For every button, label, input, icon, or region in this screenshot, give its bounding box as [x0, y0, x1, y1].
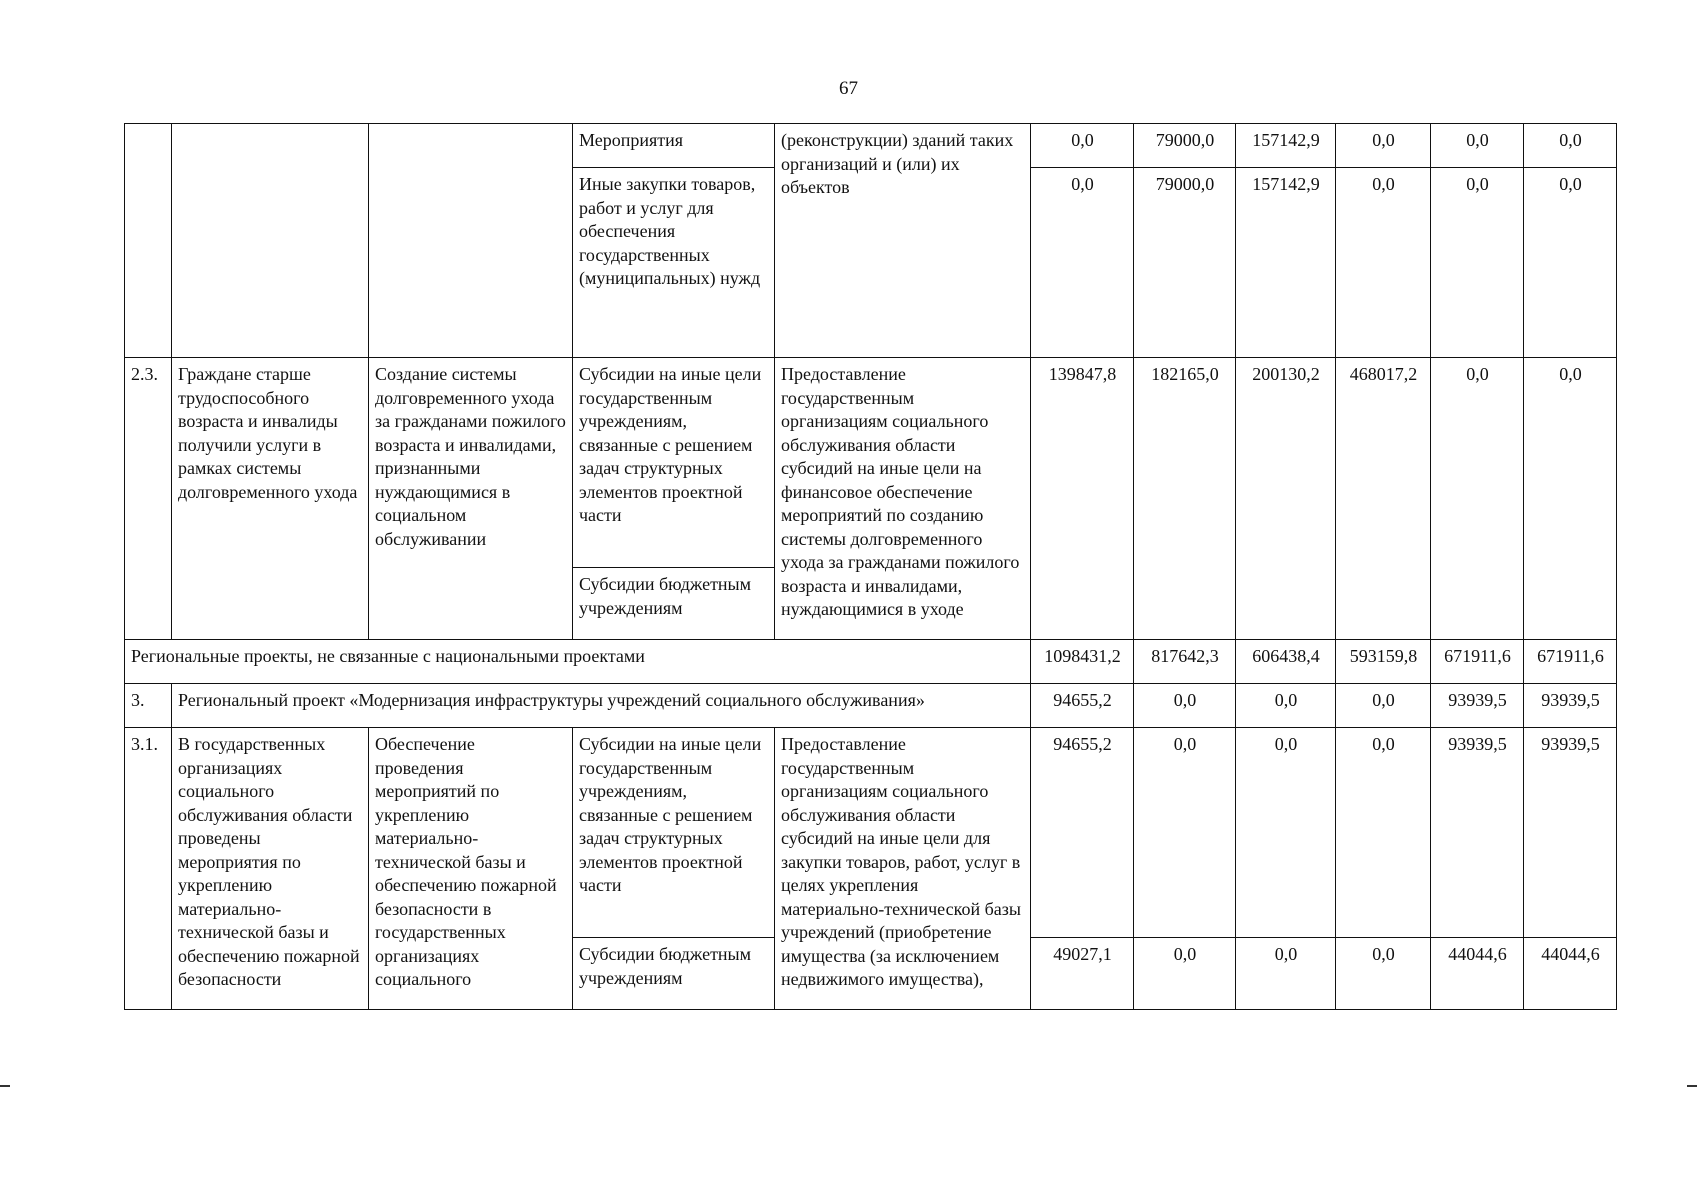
value-cell: 157142,9: [1236, 168, 1336, 358]
cell-measure-empty: [369, 124, 573, 358]
value-cell: 93939,5: [1431, 684, 1524, 728]
expense-type-cell: Мероприятия: [573, 124, 775, 168]
expense-type-cell: Субсидии на иные цели государственным учреждениям, связанные с решением задач структурных элементов проектной части: [573, 358, 775, 568]
value-cell: 94655,2: [1031, 728, 1134, 938]
value-cell: 94655,2: [1031, 684, 1134, 728]
scan-edge-mark: [1687, 1085, 1697, 1087]
expense-type-cell: Субсидии бюджетным учреждениям: [573, 568, 775, 640]
value-cell: 0,0: [1134, 684, 1236, 728]
value-cell: 817642,3: [1134, 640, 1236, 684]
measure-cell: Обеспечение проведения мероприятий по укреплению материально-технической базы и обеспечению пожарной безопасности в государственных организациях социального: [369, 728, 573, 1010]
value-cell: 0,0: [1336, 124, 1431, 168]
page-number: 67: [839, 78, 858, 99]
value-cell: 93939,5: [1524, 684, 1617, 728]
value-cell: 79000,0: [1134, 168, 1236, 358]
value-cell: 1098431,2: [1031, 640, 1134, 684]
value-cell: 93939,5: [1524, 728, 1617, 938]
result-cell: Граждане старше трудоспособного возраста и инвалиды получили услуги в рамках системы долговременного ухода: [172, 358, 369, 640]
value-cell: 0,0: [1031, 124, 1134, 168]
row-index: 2.3.: [125, 358, 172, 640]
value-cell: 0,0: [1134, 938, 1236, 1010]
value-cell: 0,0: [1431, 168, 1524, 358]
value-cell: 671911,6: [1524, 640, 1617, 684]
cell-result-empty: [172, 124, 369, 358]
description-cell: (реконструкции) зданий таких организаций и (или) их объектов: [775, 124, 1031, 358]
table-row: [125, 728, 1617, 938]
value-cell: 0,0: [1431, 358, 1524, 640]
table-row: [125, 124, 1617, 168]
value-cell: 44044,6: [1431, 938, 1524, 1010]
value-cell: 49027,1: [1031, 938, 1134, 1010]
row-index: 3.1.: [125, 728, 172, 1010]
value-cell: 0,0: [1524, 358, 1617, 640]
value-cell: 593159,8: [1336, 640, 1431, 684]
scan-edge-mark: [0, 1085, 10, 1087]
table-row: [125, 684, 1617, 728]
value-cell: 0,0: [1524, 168, 1617, 358]
value-cell: 200130,2: [1236, 358, 1336, 640]
value-cell: 157142,9: [1236, 124, 1336, 168]
description-cell: Предоставление государственным организациям социального обслуживания области субсидий на иные цели для закупки товаров, работ, услуг в целях укрепления материально-технической базы учреждений (приобретение имущества (за исключением недвижимого имущества),: [775, 728, 1031, 1010]
table-row: [125, 358, 1617, 568]
description-cell: Предоставление государственным организациям социального обслуживания области субсидий на иные цели на финансовое обеспечение мероприятий по созданию системы долговременного ухода за гражданами пожилого возраста и инвалидами, нуждающимися в уходе: [775, 358, 1031, 640]
value-cell: 468017,2: [1336, 358, 1431, 640]
result-cell: В государственных организациях социального обслуживания области проведены мероприятия по укреплению материально-технической базы и обеспечению пожарной безопасности: [172, 728, 369, 1010]
budget-table: [124, 123, 1617, 1010]
value-cell: 0,0: [1336, 168, 1431, 358]
value-cell: 44044,6: [1524, 938, 1617, 1010]
value-cell: 0,0: [1431, 124, 1524, 168]
value-cell: 139847,8: [1031, 358, 1134, 640]
value-cell: 0,0: [1336, 938, 1431, 1010]
project-label: Региональный проект «Модернизация инфраструктуры учреждений социального обслуживания»: [172, 684, 1031, 728]
expense-type-cell: Субсидии на иные цели государственным учреждениям, связанные с решением задач структурных элементов проектной части: [573, 728, 775, 938]
section-label: Региональные проекты, не связанные с национальными проектами: [125, 640, 1031, 684]
value-cell: 606438,4: [1236, 640, 1336, 684]
row-index: 3.: [125, 684, 172, 728]
value-cell: 0,0: [1524, 124, 1617, 168]
measure-cell: Создание системы долговременного ухода за гражданами пожилого возраста и инвалидами, признанными нуждающимися в социальном обслуживании: [369, 358, 573, 640]
value-cell: 79000,0: [1134, 124, 1236, 168]
value-cell: 182165,0: [1134, 358, 1236, 640]
value-cell: 0,0: [1236, 728, 1336, 938]
value-cell: 0,0: [1031, 168, 1134, 358]
value-cell: 93939,5: [1431, 728, 1524, 938]
value-cell: 671911,6: [1431, 640, 1524, 684]
value-cell: 0,0: [1336, 684, 1431, 728]
value-cell: 0,0: [1134, 728, 1236, 938]
expense-type-cell: Иные закупки товаров, работ и услуг для обеспечения государственных (муниципальных) нужд: [573, 168, 775, 358]
value-cell: 0,0: [1336, 728, 1431, 938]
table-row: [125, 640, 1617, 684]
value-cell: 0,0: [1236, 938, 1336, 1010]
cell-index-empty: [125, 124, 172, 358]
expense-type-cell: Субсидии бюджетным учреждениям: [573, 938, 775, 1010]
value-cell: 0,0: [1236, 684, 1336, 728]
